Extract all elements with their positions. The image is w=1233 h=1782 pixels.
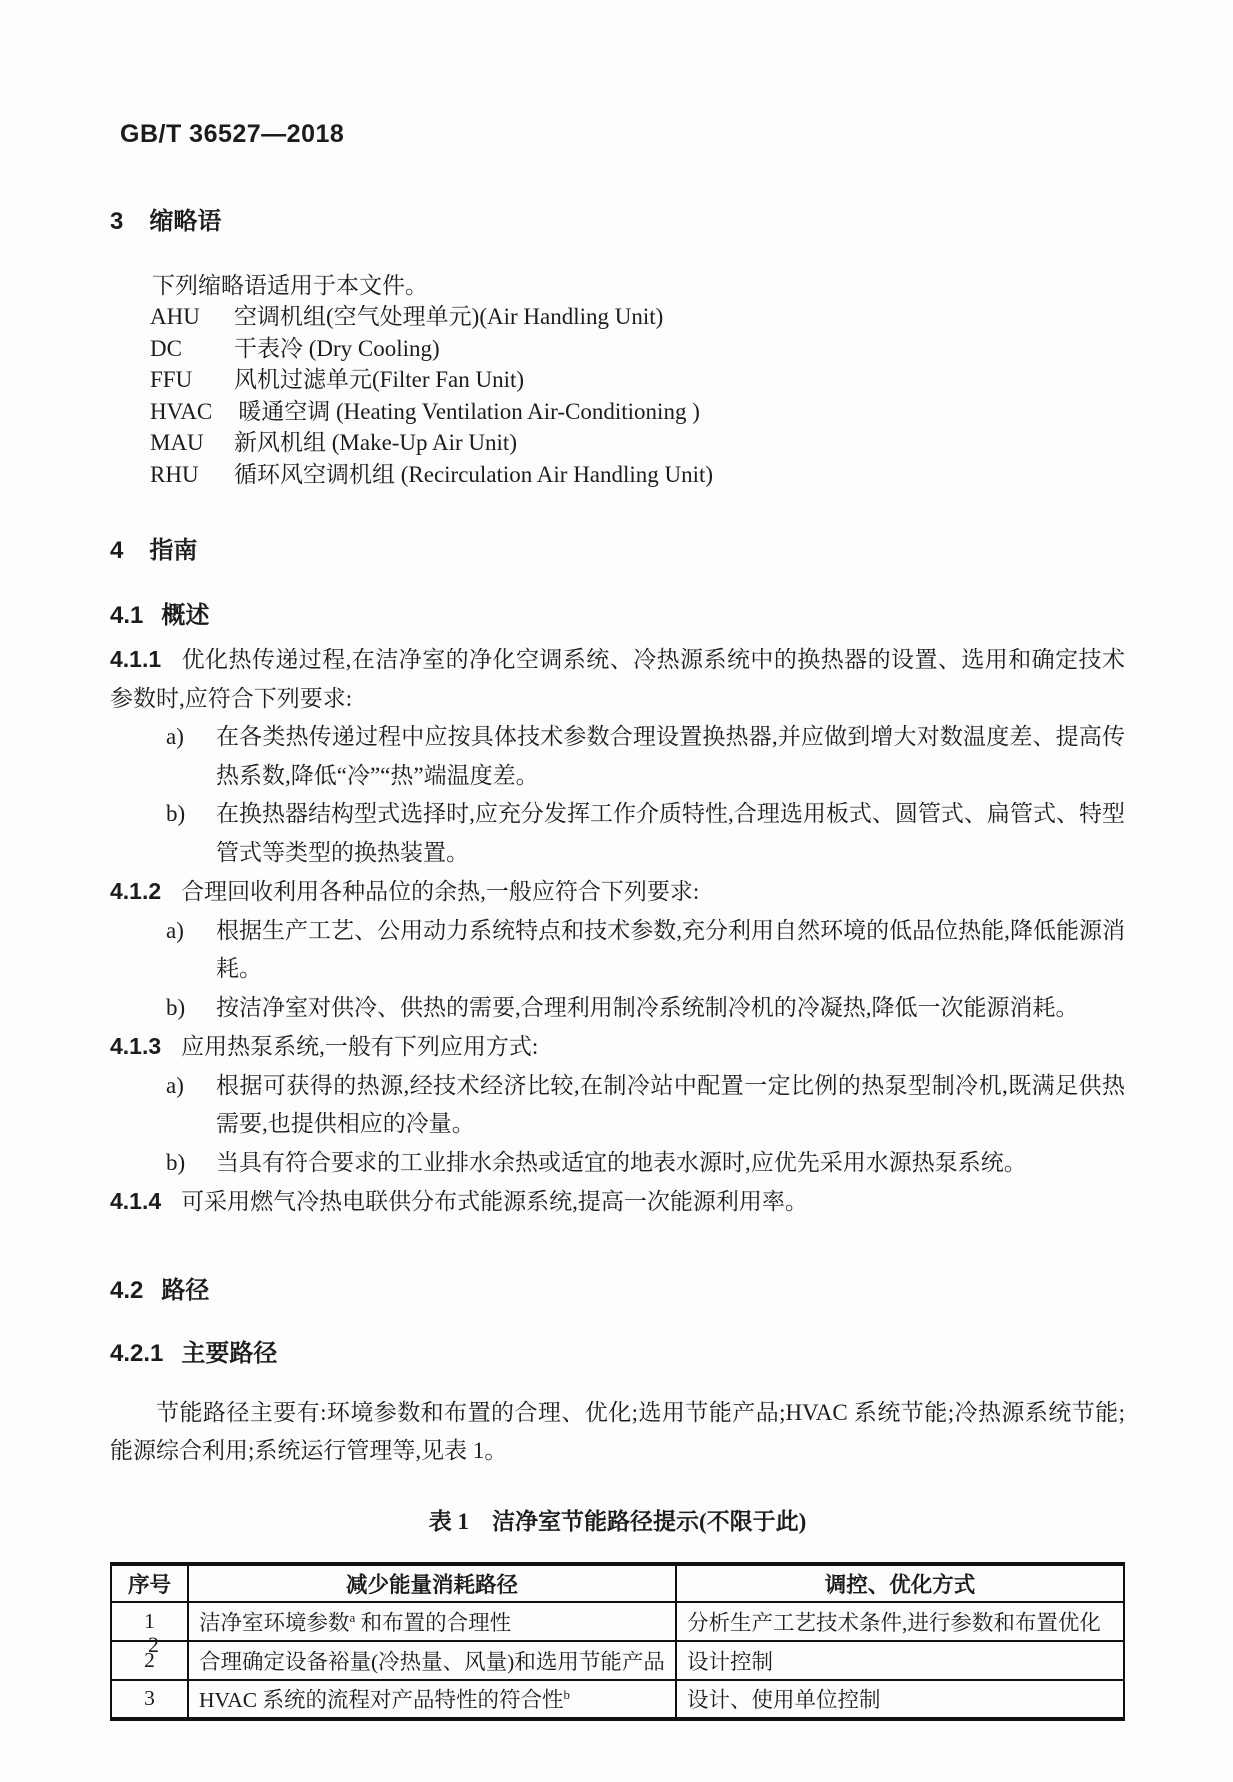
list-item-4-1-2-a [166, 912, 1125, 989]
list-item-text: 根据生产工艺、公用动力系统特点和技术参数,充分利用自然环境的低品位热能,降低能源消耗。 [216, 917, 1125, 981]
abbr-definition: 循环风空调机组 (Recirculation Air Handling Unit) [234, 461, 714, 487]
row-seq: 3 [111, 1680, 188, 1719]
list-item-text: 在各类热传递过程中应按具体技术参数合理设置换热器,并应做到增大对数温度差、提高传热系数,降低“冷”“热”端温度差。 [216, 724, 1125, 788]
section-4-2-1-heading [110, 1333, 1125, 1368]
list-item-label: a) [166, 1072, 184, 1098]
section-4-1-title: 概述 [161, 603, 210, 629]
table-header-row [111, 1564, 1124, 1602]
abbr-term: AHU [150, 304, 200, 329]
section-3-title: 缩略语 [149, 209, 222, 235]
paragraph-4-2-1: 节能路径主要有:环境参数和布置的合理、优化;选用节能产品;HVAC 系统节能;冷热源系统节能;能源综合利用;系统运行管理等,见表 1。 [110, 1399, 1125, 1463]
list-item-4-1-1-b [166, 795, 1125, 872]
row-path [188, 1641, 676, 1680]
row-path-text: HVAC 系统的流程对产品特性的符合性 [199, 1688, 564, 1712]
abbreviations-intro: 下列缩略语适用于本文件。 [152, 273, 428, 298]
abbr-definition: 新风机组 (Make-Up Air Unit) [234, 430, 517, 455]
table-header-method: 调控、优化方式 [676, 1564, 1124, 1602]
section-4-2-title: 路径 [161, 1277, 210, 1304]
list-item-4-1-2-b [166, 989, 1125, 1028]
table-header-seq: 序号 [111, 1564, 188, 1602]
list-item-4-1-1-a [166, 718, 1125, 795]
list-item-label: b) [166, 801, 186, 826]
list-item-label: a) [166, 917, 184, 943]
table-1-caption: 表 1 洁净室节能路径提示(不限于此) [428, 1508, 807, 1534]
list-item-4-1-3-b [166, 1144, 1125, 1183]
abbr-term: HVAC [150, 398, 213, 424]
section-3-number: 3 [110, 208, 124, 235]
clause-4-1-2 [110, 872, 1125, 912]
clause-4-1-3 [110, 1027, 1125, 1067]
row-method: 设计、使用单位控制 [676, 1680, 1124, 1719]
abbreviation-row-ahu [150, 301, 1125, 333]
section-4-heading [110, 530, 1125, 565]
abbreviation-row-mau [150, 427, 1125, 459]
list-item-4-1-3-a [166, 1067, 1125, 1144]
section-4-2-heading [110, 1270, 1125, 1305]
abbr-definition: 暖通空调 (Heating Ventilation Air-Conditioning ) [238, 398, 700, 424]
table-header-path: 减少能量消耗路径 [188, 1564, 676, 1602]
clause-4-1-1 [110, 640, 1125, 718]
abbreviation-row-ffu [150, 364, 1125, 396]
list-item-text: 在换热器结构型式选择时,应充分发挥工作介质特性,合理选用板式、圆管式、扁管式、特型管式等类型的换热装置。 [216, 801, 1125, 865]
row-path-rest: 和布置的合理性 [355, 1610, 512, 1635]
abbreviation-row-rhu [150, 459, 1125, 491]
clause-number: 4.1.3 [110, 1033, 162, 1059]
section-3-heading [110, 201, 1125, 236]
list-item-label: b) [166, 994, 186, 1020]
row-seq: 1 [111, 1602, 188, 1641]
footnote-marker-a: a [349, 1609, 356, 1625]
table-row [111, 1602, 1124, 1641]
clause-text: 合理回收利用各种品位的余热,一般应符合下列要求: [181, 879, 700, 904]
abbreviation-row-dc [150, 333, 1125, 365]
row-path-text: 合理确定设备裕量(冷热量、风量)和选用节能产品 [199, 1649, 665, 1674]
clause-number: 4.1.4 [110, 1188, 162, 1214]
list-item-text: 按洁净室对供冷、供热的需要,合理利用制冷系统制冷机的冷凝热,降低一次能源消耗。 [216, 994, 1079, 1020]
footnote-marker-b: b [563, 1686, 571, 1702]
abbreviation-row-hvac [150, 396, 1125, 428]
abbr-definition: 空调机组(空气处理单元)(Air Handling Unit) [234, 304, 664, 329]
clause-4-1-4 [110, 1182, 1125, 1222]
section-4-1-number: 4.1 [110, 602, 144, 629]
standard-code: GB/T 36527—2018 [120, 120, 345, 148]
section-4-2-1-number: 4.2.1 [110, 1339, 164, 1367]
table-row [111, 1641, 1124, 1680]
section-4-2-number: 4.2 [110, 1276, 144, 1304]
abbr-definition: 干表冷 (Dry Cooling) [234, 335, 440, 361]
abbr-definition: 风机过滤单元(Filter Fan Unit) [234, 367, 525, 392]
abbr-term: MAU [150, 430, 204, 455]
abbr-term: DC [150, 335, 182, 361]
row-seq: 2 [111, 1641, 188, 1680]
row-method: 设计控制 [676, 1641, 1124, 1680]
row-method: 分析生产工艺技术条件,进行参数和布置优化 [676, 1602, 1124, 1641]
row-path-text: 洁净室环境参数 [199, 1610, 350, 1635]
clause-text: 优化热传递过程,在洁净室的净化空调系统、冷热源系统中的换热器的设置、选用和确定技术参数时,应符合下列要求: [110, 647, 1125, 711]
page-number: 2 [148, 1632, 159, 1657]
row-path [188, 1680, 676, 1719]
table-row [111, 1680, 1124, 1719]
list-item-text: 根据可获得的热源,经技术经济比较,在制冷站中配置一定比例的热泵型制冷机,既满足供热需要,也提供相应的冷量。 [216, 1072, 1125, 1136]
list-item-label: a) [166, 724, 184, 749]
clause-text: 可采用燃气冷热电联供分布式能源系统,提高一次能源利用率。 [181, 1189, 808, 1214]
table-1 [110, 1562, 1125, 1721]
list-item-text: 当具有符合要求的工业排水余热或适宜的地表水源时,应优先采用水源热泵系统。 [216, 1149, 1027, 1175]
clause-text: 应用热泵系统,一般有下列应用方式: [181, 1034, 539, 1059]
clause-number: 4.1.1 [110, 646, 162, 672]
section-4-2-1-title: 主要路径 [181, 1340, 278, 1367]
abbr-term: FFU [150, 367, 193, 392]
abbr-term: RHU [150, 461, 199, 487]
section-4-number: 4 [110, 537, 124, 564]
clause-number: 4.1.2 [110, 878, 162, 904]
section-4-1-heading [110, 595, 1125, 630]
row-path [188, 1602, 676, 1641]
section-4-title: 指南 [149, 538, 198, 564]
list-item-label: b) [166, 1149, 186, 1175]
